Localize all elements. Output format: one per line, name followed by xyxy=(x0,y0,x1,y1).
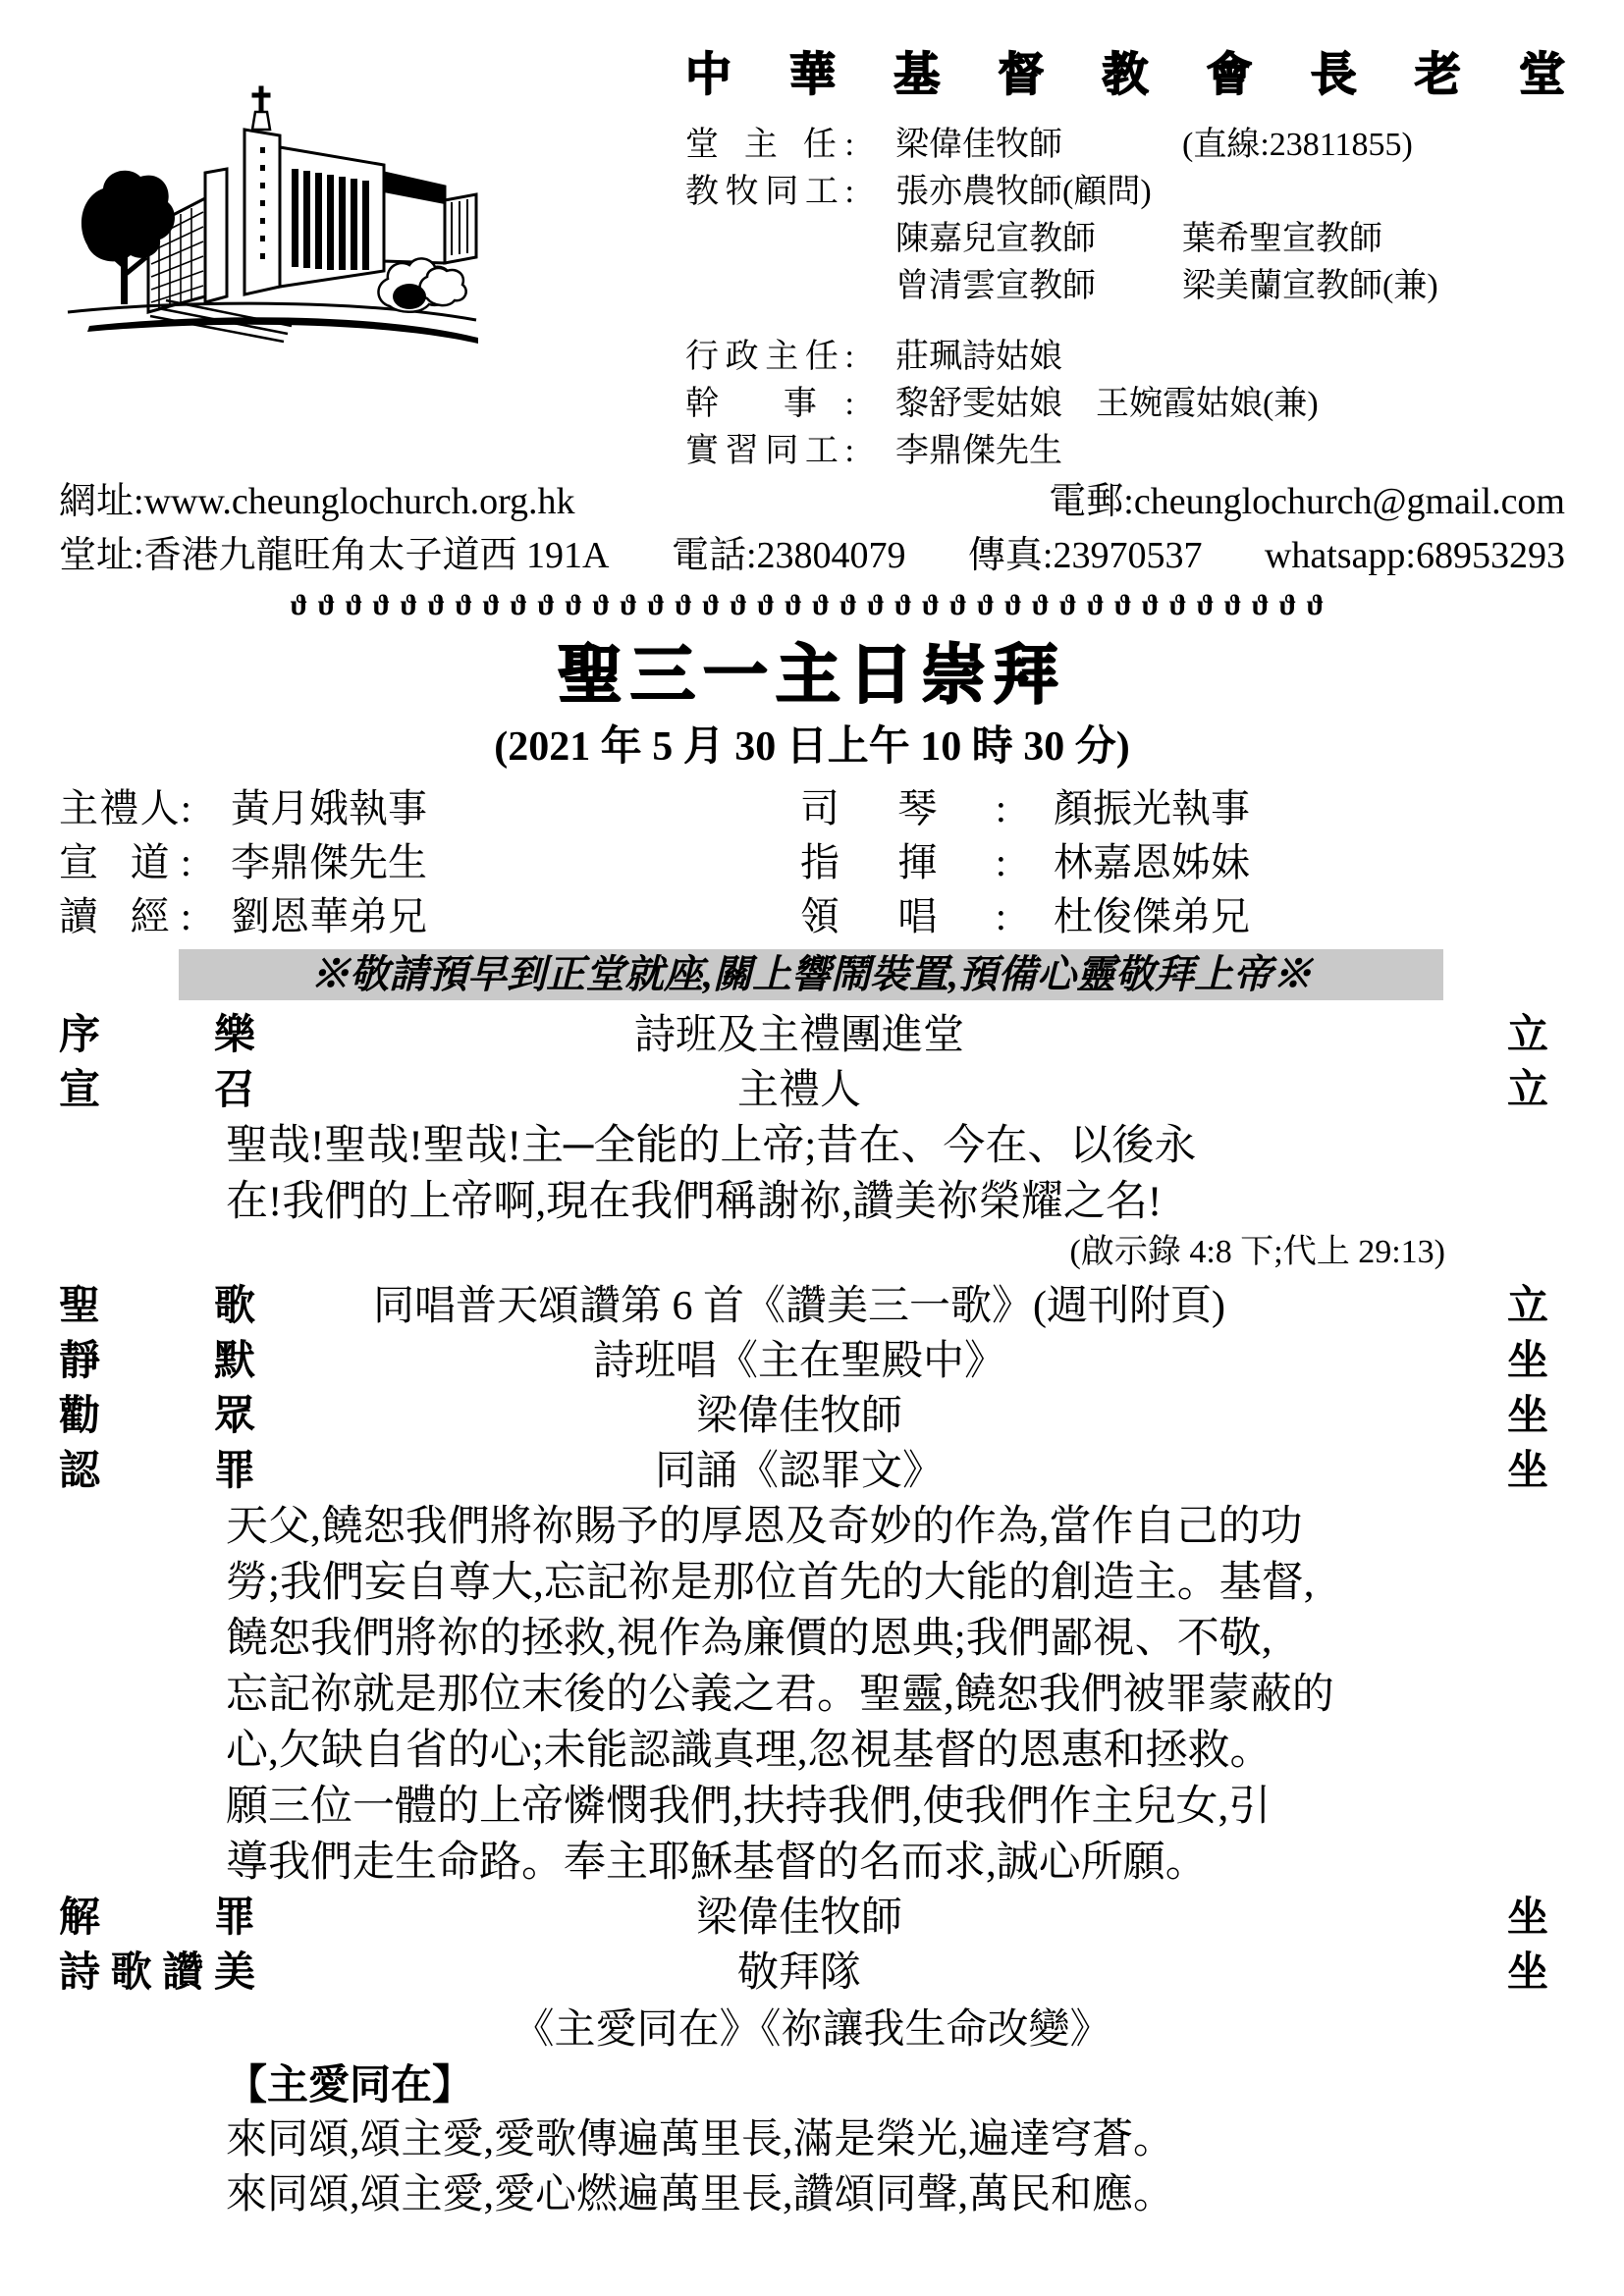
staff-role-label xyxy=(685,263,854,310)
role-name: 顏振光執事 xyxy=(1054,786,1250,830)
staff-role-label: 堂 主 任: xyxy=(685,127,854,163)
staff-role-label: 教牧同工: xyxy=(685,174,854,210)
role-name: 林嘉恩姊妹 xyxy=(1054,840,1250,884)
reverence-notice-banner: ※敬請預早到正堂就座,關上響鬧裝置,預備心靈敬拜上帝※ xyxy=(179,949,1443,1000)
staff-name-2: 葉希聖宣教師 xyxy=(1182,221,1382,257)
staff-role-label: 幹 事: xyxy=(685,386,854,422)
posture-indicator: 坐 xyxy=(1506,1896,1548,1941)
staff-name-2: 梁美蘭宣教師(兼) xyxy=(1182,268,1438,304)
order-item-meditation xyxy=(59,1334,1565,1389)
staff-name: 張亦農牧師(顧問) xyxy=(895,174,1152,210)
order-item-content: 同誦《認罪文》 xyxy=(654,1449,944,1494)
order-item-content: 梁偉佳牧師 xyxy=(695,1896,902,1941)
role-name: 黃月娥執事 xyxy=(231,786,427,830)
staff-name: 陳嘉兒宣教師 xyxy=(895,221,1096,257)
confession-line: 勞;我們妄自尊大,忘記祢是那位首先的大能的創造主。基督, xyxy=(226,1560,1315,1606)
role-label: 領 唱 : xyxy=(800,894,1006,938)
order-item-confession xyxy=(59,1444,1565,1499)
order-item-call-to-worship xyxy=(59,1063,1565,1118)
staff-name: 黎舒雯姑娘 王婉霞姑娘(兼) xyxy=(895,386,1319,422)
email-text: 電郵:cheunglochurch@gmail.com xyxy=(1049,481,1565,522)
contact-line-1 xyxy=(59,475,1565,529)
posture-indicator: 坐 xyxy=(1506,1394,1548,1439)
posture-indicator: 坐 xyxy=(1506,1950,1548,1996)
order-item-content: 同唱普天頌讚第 6 首《讚美三一歌》(週刊附頁) xyxy=(373,1284,1225,1329)
staff-role-label: 實習同工: xyxy=(685,433,854,469)
order-item-name: 靜默 xyxy=(59,1339,255,1384)
confession-line: 忘記祢就是那位末後的公義之君。聖靈,饒恕我們被罪蒙蔽的 xyxy=(226,1672,1334,1718)
website-text: 網址:www.cheunglochurch.org.hk xyxy=(59,481,575,522)
masthead-right xyxy=(630,33,1565,475)
order-item-name: 詩歌讚美 xyxy=(59,1950,255,1996)
order-item-name: 聖歌 xyxy=(59,1284,255,1329)
staff-row-evangelists-1 xyxy=(685,216,1565,263)
staff-name: 曾清雲宣教師 xyxy=(895,268,1096,304)
role-label: 司 琴 : xyxy=(800,786,1006,830)
service-roles xyxy=(59,781,1565,943)
role-name: 杜俊傑弟兄 xyxy=(1054,894,1250,938)
service-title: 聖三一主日崇拜 xyxy=(558,638,1066,711)
order-item-praise xyxy=(59,1946,1565,2001)
role-label: 讀 經: xyxy=(59,894,191,938)
staff-row-evangelists-2 xyxy=(685,263,1565,310)
confession-line: 願三位一體的上帝憐憫我們,扶持我們,使我們作主兒女,引 xyxy=(226,1784,1272,1830)
ornament-divider: ϑϑϑϑϑϑϑϑϑϑϑϑϑϑϑϑϑϑϑϑϑϑϑϑϑϑϑϑϑϑϑϑϑϑϑϑϑϑ xyxy=(290,589,1334,621)
order-item-name: 認罪 xyxy=(59,1449,255,1494)
bush-icon xyxy=(378,258,465,311)
fax-text: 傳真:23970537 xyxy=(967,535,1203,576)
role-name: 劉恩華弟兄 xyxy=(231,894,427,938)
order-item-name: 宣召 xyxy=(59,1068,255,1113)
posture-indicator: 立 xyxy=(1506,1013,1548,1058)
order-item-name: 勸眾 xyxy=(59,1394,255,1439)
posture-indicator: 坐 xyxy=(1506,1449,1548,1494)
order-item-content: 敬拜隊 xyxy=(736,1950,861,1996)
call-line: 在!我們的上帝啊,現在我們稱謝祢,讚美祢榮耀之名! xyxy=(226,1179,1163,1225)
order-item-content: 詩班唱《主在聖殿中》 xyxy=(592,1339,1005,1384)
confession-line: 天父,饒恕我們將祢賜予的厚恩及奇妙的作為,當作自己的功 xyxy=(226,1504,1303,1550)
confession-text xyxy=(226,1499,1451,1891)
role-label: 指 揮 : xyxy=(800,840,1006,884)
contact-line-2 xyxy=(59,529,1565,583)
order-item-name: 解罪 xyxy=(59,1896,255,1941)
staff-row-intern xyxy=(685,428,1565,475)
order-item-exhortation xyxy=(59,1389,1565,1444)
staff-phone-note: (直線:23811855) xyxy=(1182,127,1413,163)
phone-text: 電話:23804079 xyxy=(671,535,906,576)
order-item-absolution xyxy=(59,1891,1565,1946)
order-item-content: 主禮人 xyxy=(736,1068,861,1113)
confession-line: 饒恕我們將祢的拯救,視作為廉價的恩典;我們鄙視、不敬, xyxy=(226,1616,1272,1662)
role-name: 李鼎傑先生 xyxy=(231,840,427,884)
posture-indicator: 立 xyxy=(1506,1068,1548,1113)
order-item-content: 梁偉佳牧師 xyxy=(695,1394,902,1439)
scripture-reference: (啟示錄 4:8 下;代上 29:13) xyxy=(1069,1234,1445,1270)
role-label: 主禮人: xyxy=(59,786,191,830)
role-row xyxy=(59,781,1565,835)
lyric-line: 來同頌,頌主愛,愛心燃遍萬里長,讚頌同聲,萬民和應。 xyxy=(226,2172,1175,2217)
staff-row-secretary xyxy=(685,381,1565,428)
cross-icon xyxy=(252,86,270,112)
order-item-prelude xyxy=(59,1008,1565,1063)
staff-name: 梁偉佳牧師 xyxy=(895,127,1062,163)
order-item-name: 序樂 xyxy=(59,1013,255,1058)
church-building-illustration xyxy=(59,33,483,475)
staff-role-label xyxy=(685,216,854,263)
staff-row-admin xyxy=(685,334,1565,381)
order-item-hymn xyxy=(59,1279,1565,1334)
call-line: 聖哉!聖哉!聖哉!主─全能的上帝;昔在、今在、以後永 xyxy=(226,1123,1197,1169)
order-item-content: 詩班及主禮團進堂 xyxy=(633,1013,964,1058)
role-label: 宣 道: xyxy=(59,840,191,884)
staff-row-senior-pastor xyxy=(685,122,1565,169)
call-to-worship-text xyxy=(226,1118,1451,1230)
church-name-title: 中華基督教會長老堂 xyxy=(685,48,1565,100)
praise-song-titles: 《主愛同在》《祢讓我生命改變》 xyxy=(513,2007,1111,2053)
role-row xyxy=(59,835,1565,889)
whatsapp-text: whatsapp:68953293 xyxy=(1264,535,1565,576)
posture-indicator: 立 xyxy=(1506,1284,1548,1329)
posture-indicator: 坐 xyxy=(1506,1339,1548,1384)
staff-name: 莊珮詩姑娘 xyxy=(895,339,1062,375)
staff-role-label: 行政主任: xyxy=(685,339,854,375)
masthead xyxy=(59,33,1565,475)
lyrics-song-title: 【主愛同在】 xyxy=(226,2063,474,2109)
service-datetime: (2021 年 5 月 30 日上午 10 時 30 分) xyxy=(494,724,1130,770)
address-text: 堂址:香港九龍旺角太子道西 191A xyxy=(59,535,610,576)
staff-row-pastoral-staff xyxy=(685,169,1565,216)
confession-line: 心,欠缺自省的心;未能認識真理,忽視基督的恩惠和拯救。 xyxy=(226,1728,1272,1774)
role-row xyxy=(59,889,1565,943)
confession-line: 導我們走生命路。奉主耶穌基督的名而求,誠心所願。 xyxy=(226,1840,1208,1886)
lyric-line: 來同頌,頌主愛,愛歌傳遍萬里長,滿是榮光,遍達穹蒼。 xyxy=(226,2117,1175,2163)
staff-name: 李鼎傑先生 xyxy=(895,433,1062,469)
